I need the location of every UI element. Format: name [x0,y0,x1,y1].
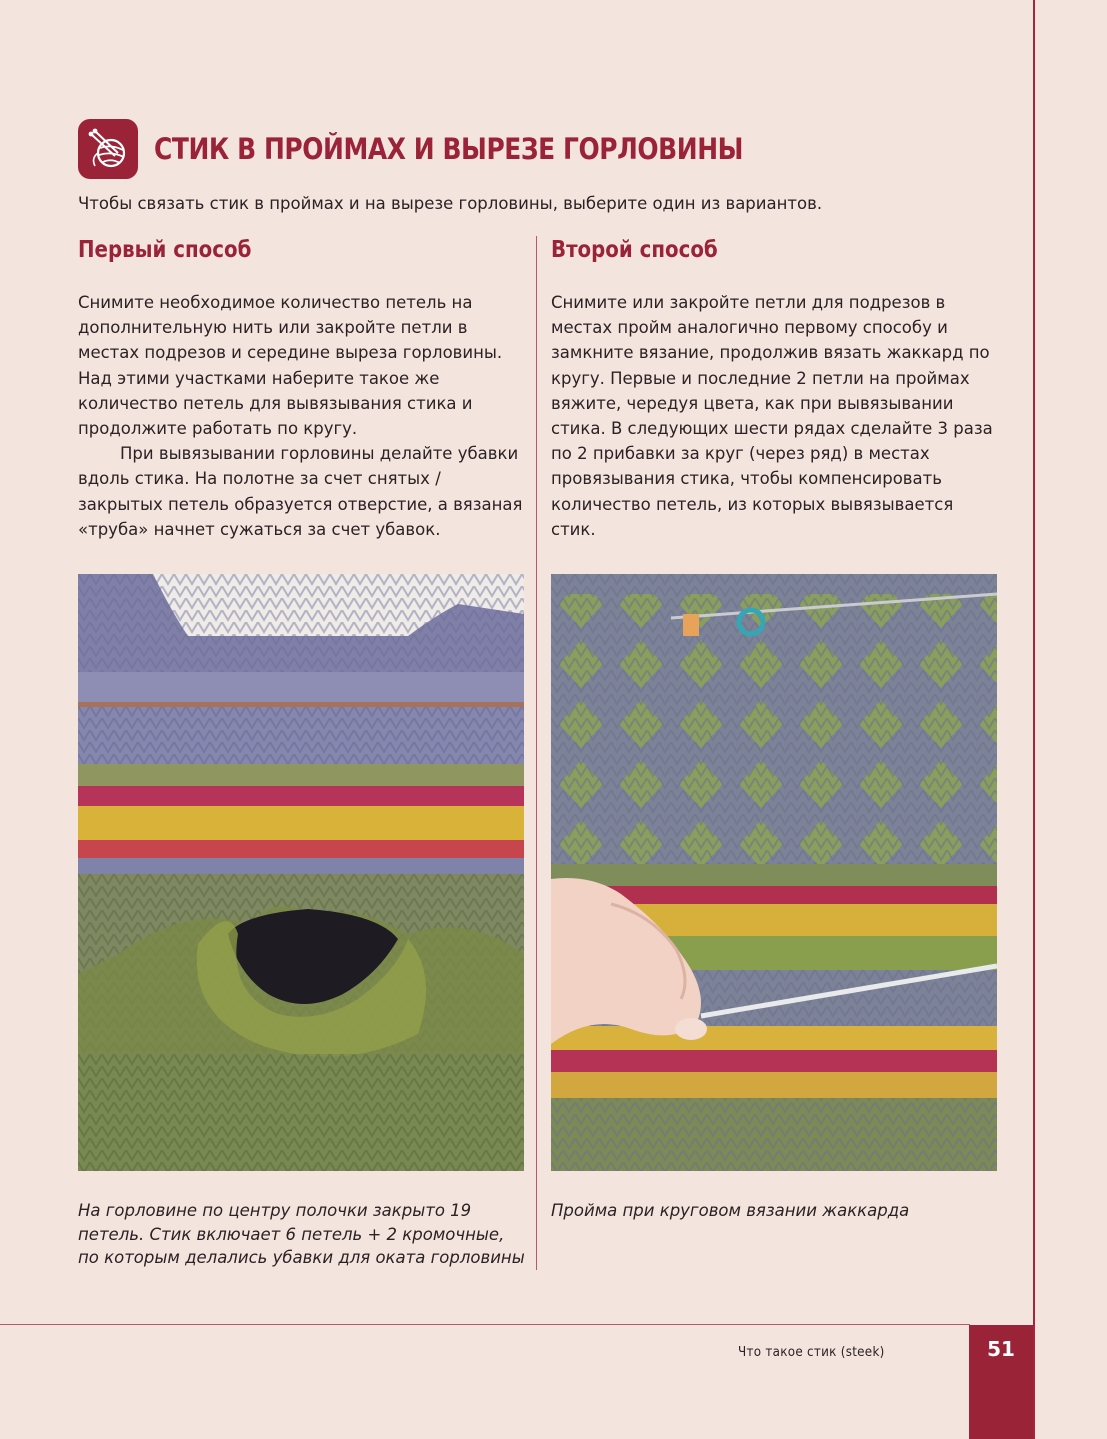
armhole-photo-caption: Пройма при круговом вязании жаккарда [551,1201,910,1220]
paragraph: Снимите необходимое количество петель на дополнительную нить или закройте петли в местах подрезов и середине выреза горловины. Над этими участками наберите такое же количество петель для вывязывания стика и продолжите работать по кругу. [78,293,503,439]
page-number: 51 [987,1337,1015,1361]
neckline-photo-caption: На горловине по центру полочки закрыто 19 петель. Стик включает 6 петель + 2 кромочные, по которым делались убавки для оката горловины [78,1201,525,1267]
method-two-column [551,232,999,542]
page-number-tab [969,1325,1033,1439]
paragraph: При вывязывании горловины делайте убавки вдоль стика. На полотне за счет снятых / закрытых петель образуется отверстие, а вязаная «труба» начнет сужаться за счет убавок. [78,444,523,539]
running-title: Что такое стик (steek) [738,1345,885,1360]
yarn-ball-needles-icon [78,119,138,179]
method-two-heading: Второй способ [551,237,718,263]
method-two-text [551,290,999,542]
footer-rule [0,1324,970,1325]
intro-text: Чтобы связать стик в проймах и на вырезе горловины, выберите один из вариантов. [78,194,823,213]
page-edge-rule [1033,0,1035,1439]
method-one-heading: Первый способ [78,237,252,263]
armhole-photo [551,574,997,1171]
column-divider [536,236,537,1270]
paragraph: Снимите или закройте петли для подрезов в местах пройм аналогично первому способу и замкните вязание, продолжив вязать жаккард по кругу. Первые и последние 2 петли на проймах вяжите, чередуя цвета, как при вывязывании стика. В следующих шести рядах сделайте 3 раза по 2 прибавки за круг (через ряд) в местах провязывания стика, чтобы компенсировать количество петель, из которых вывязывается стик. [551,293,993,539]
section-header [78,118,839,180]
neckline-steek-photo [78,574,524,1171]
method-one-column [78,232,526,542]
page-title: СТИК В ПРОЙМАХ И ВЫРЕЗЕ ГОРЛОВИНЫ [154,132,744,166]
method-one-text [78,290,526,542]
